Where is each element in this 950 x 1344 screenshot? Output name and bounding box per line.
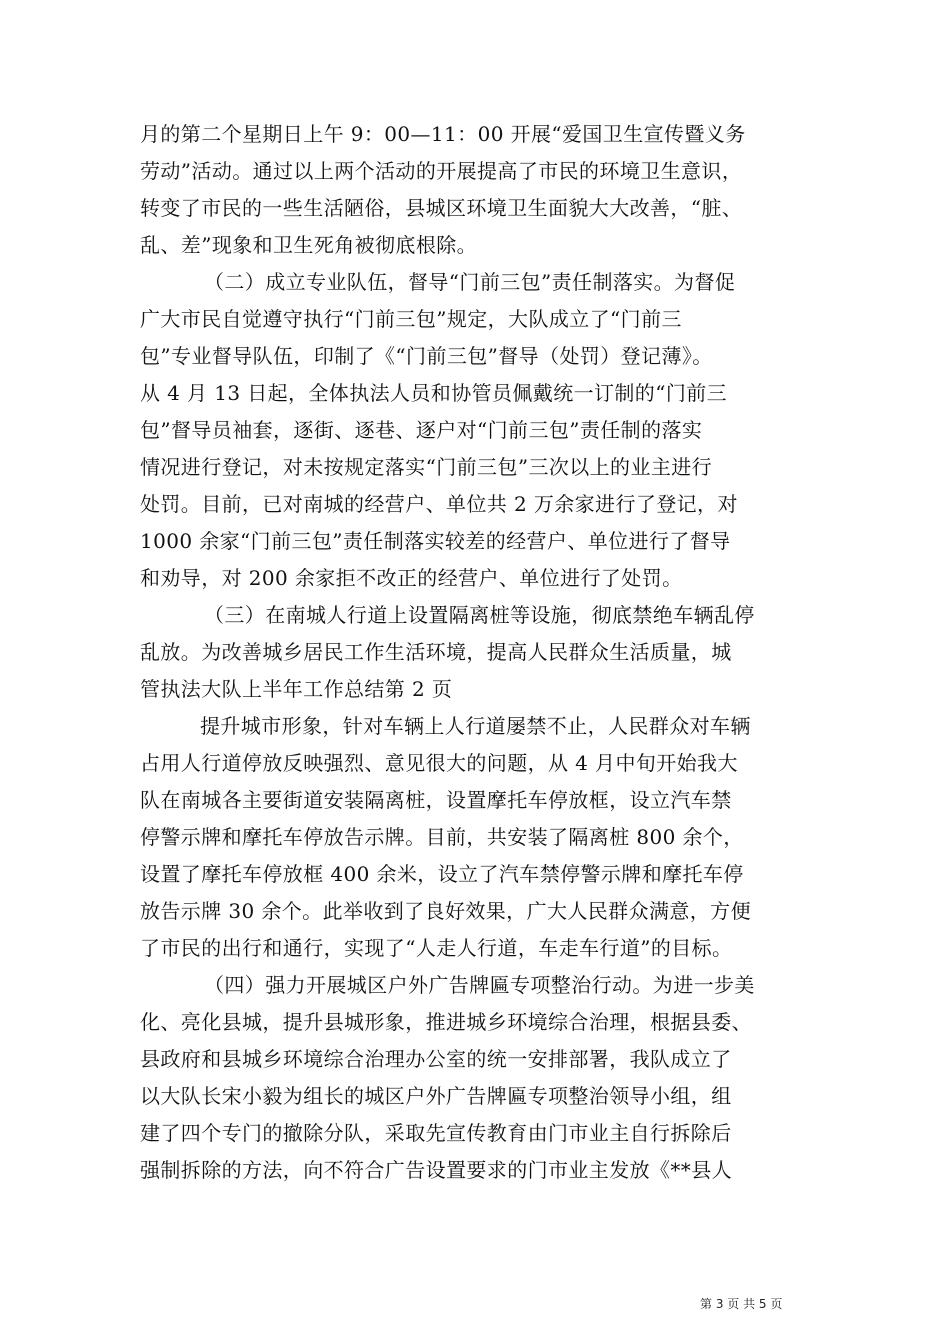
text-line: 以大队长宋小毅为组长的城区户外广告牌匾专项整治领导小组，组 (140, 1084, 732, 1108)
text-line: 停警示牌和摩托车停放告示牌。目前，共安装了隔离桩 800 余个， (140, 825, 744, 849)
text-line: 1000 余家“门前三包”责任制落实较差的经营户、单位进行了督导 (140, 529, 731, 553)
text-line: 提升城市形象，针对车辆上人行道屡禁不止，人民群众对车辆 (200, 714, 751, 738)
text-line: 设置了摩托车停放框 400 余米，设立了汽车禁停警示牌和摩托车停 (140, 862, 744, 886)
text-line: 乱放。为改善城乡居民工作生活环境，提高人民群众生活质量，城 (140, 640, 732, 664)
text-line: 县政府和县城乡环境综合治理办公室的统一安排部署，我队成立了 (140, 1047, 732, 1071)
text-line: 队在南城各主要街道安装隔离桩，设置摩托车停放框，设立汽车禁 (140, 788, 732, 812)
text-line: 广大市民自觉遵守执行“门前三包”规定，大队成立了“门前三 (140, 307, 682, 331)
text-line: 占用人行道停放反映强烈、意见很大的问题，从 4 月中旬开始我大 (140, 751, 738, 775)
text-line: 了市民的出行和通行，实现了“人走人行道，车走车行道”的目标。 (140, 936, 733, 960)
text-line: 转变了市民的一些生活陋俗，县城区环境卫生面貌大大改善，“脏、 (140, 196, 743, 220)
text-line: 放告示牌 30 余个。此举收到了良好效果，广大人民群众满意，方便 (140, 899, 751, 923)
text-line: 从 4 月 13 日起，全体执法人员和协管员佩戴统一订制的“门前三 (140, 381, 728, 405)
text-line: 处罚。目前，已对南城的经营户、单位共 2 万余家进行了登记，对 (140, 492, 738, 516)
section-heading-2: （二）成立专业队伍，督导“门前三包”责任制落实。为督促 (204, 270, 736, 294)
page-number: 第 3 页 共 5 页 (700, 1297, 783, 1311)
text-line: 包”专业督导队伍，印制了《“门前三包”督导（处罚）登记薄》。 (140, 344, 713, 368)
text-line: 强制拆除的方法，向不符合广告设置要求的门市业主发放《**县人 (140, 1158, 732, 1182)
text-line: 情况进行登记，对未按规定落实“门前三包”三次以上的业主进行 (140, 455, 713, 479)
section-heading-3: （三）在南城人行道上设置隔离桩等设施，彻底禁绝车辆乱停 (204, 603, 755, 627)
document-body (140, 116, 812, 1236)
section-heading-4: （四）强力开展城区户外广告牌匾专项整治行动。为进一步美 (204, 973, 755, 997)
text-line: 和劝导，对 200 余家拒不改正的经营户、单位进行了处罚。 (140, 566, 683, 590)
text-line: 包”督导员袖套，逐街、逐巷、逐户对“门前三包”责任制的落实 (140, 418, 703, 442)
text-line: 建了四个专门的撤除分队，采取先宣传教育由门市业主自行拆除后 (140, 1121, 732, 1145)
text-line: 劳动”活动。通过以上两个活动的开展提高了市民的环境卫生意识， (140, 159, 743, 183)
text-line: 化、亮化县城，提升县城形象，推进城乡环境综合治理，根据县委、 (140, 1010, 752, 1034)
text-line: 管执法大队上半年工作总结第 2 页 (140, 677, 453, 701)
text-line: 月的第二个星期日上午 9：00—11：00 开展“爱国卫生宣传暨义务 (140, 122, 746, 146)
text-line: 乱、差”现象和卫生死角被彻底根除。 (140, 233, 478, 257)
